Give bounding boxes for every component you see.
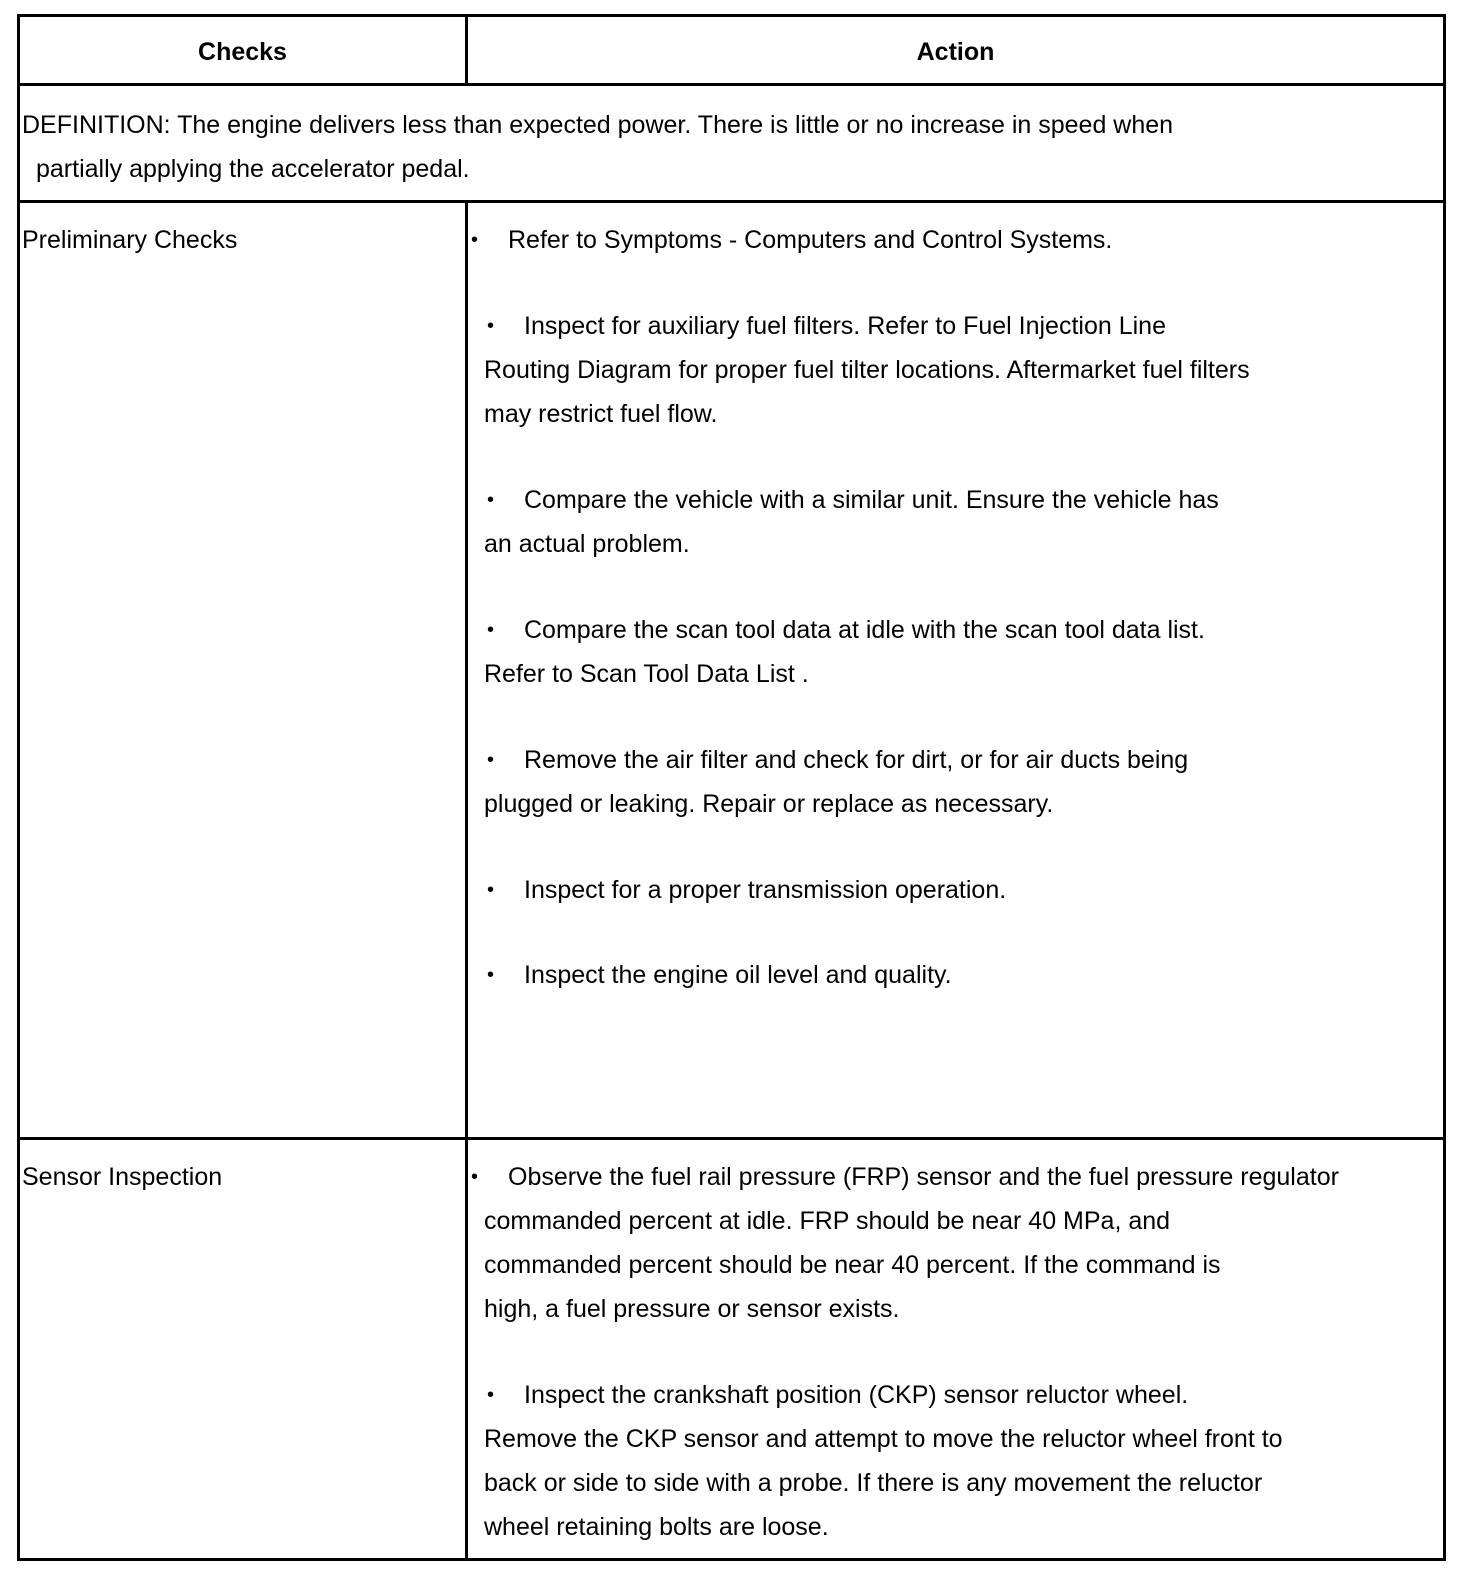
action-line: Inspect the crankshaft position (CKP) sensor reluctor wheel.: [524, 1381, 1189, 1409]
action-line: an actual problem.: [484, 530, 690, 558]
action-line: commanded percent should be near 40 percent. If the command is: [484, 1251, 1221, 1279]
definition-line-2: partially applying the accelerator pedal.: [36, 155, 470, 183]
header-action: Action: [916, 38, 995, 66]
action-line: Remove the air filter and check for dirt, or for air ducts being: [524, 746, 1189, 774]
action-line: back or side to side with a probe. If there is any movement the reluctor: [484, 1469, 1263, 1497]
action-line: plugged or leaking. Repair or replace as necessary.: [484, 790, 1054, 818]
bullet-icon: •: [487, 1384, 495, 1406]
column-divider-body: [465, 200, 468, 1558]
check-label-preliminary: Preliminary Checks: [22, 226, 238, 254]
action-line: commanded percent at idle. FRP should be near 40 MPa, and: [484, 1207, 1171, 1235]
bullet-icon: •: [471, 1166, 479, 1188]
bullet-icon: •: [487, 489, 495, 511]
action-line: Inspect for auxiliary fuel filters. Refer to Fuel Injection Line: [524, 312, 1166, 340]
check-label-sensor-inspection: Sensor Inspection: [22, 1163, 223, 1191]
bullet-icon: •: [487, 964, 495, 986]
action-line: Observe the fuel rail pressure (FRP) sensor and the fuel pressure regulator: [508, 1163, 1339, 1191]
action-line: Compare the scan tool data at idle with the scan tool data list.: [524, 616, 1205, 644]
bullet-icon: •: [487, 315, 495, 337]
action-line: Inspect the engine oil level and quality.: [524, 961, 952, 989]
definition-line-1: DEFINITION: The engine delivers less than expected power. There is little or no increase in speed when: [22, 111, 1174, 139]
action-line: high, a fuel pressure or sensor exists.: [484, 1295, 900, 1323]
action-line: Remove the CKP sensor and attempt to move the reluctor wheel front to: [484, 1425, 1283, 1453]
action-line: Inspect for a proper transmission operation.: [524, 876, 1007, 904]
bullet-icon: •: [487, 749, 495, 771]
bullet-icon: •: [471, 229, 479, 251]
action-line: may restrict fuel flow.: [484, 400, 718, 428]
action-line: wheel retaining bolts are loose.: [484, 1513, 829, 1541]
header-checks: Checks: [198, 38, 287, 66]
action-line: Routing Diagram for proper fuel tilter locations. Aftermarket fuel filters: [484, 356, 1250, 384]
row-divider: [20, 1137, 1443, 1140]
bullet-icon: •: [487, 879, 495, 901]
action-line: Refer to Symptoms - Computers and Control Systems.: [508, 226, 1113, 254]
definition-divider: [20, 200, 1443, 203]
action-line: Refer to Scan Tool Data List .: [484, 660, 809, 688]
bullet-icon: •: [487, 619, 495, 641]
action-line: Compare the vehicle with a similar unit. Ensure the vehicle has: [524, 486, 1219, 514]
header-divider: [20, 83, 1443, 86]
diagnostic-table: [17, 14, 1446, 1561]
